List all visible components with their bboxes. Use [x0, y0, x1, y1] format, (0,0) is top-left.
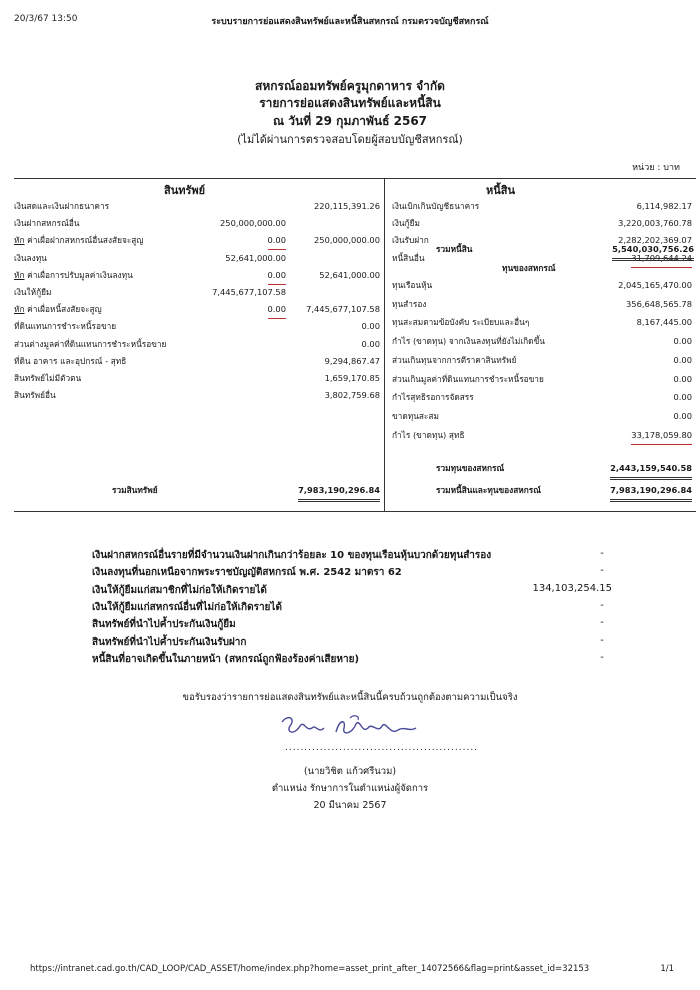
equity-row — [392, 371, 692, 388]
total-assets-row — [14, 482, 380, 499]
asset-label — [14, 198, 109, 215]
note-label: เงินฝากสหกรณ์อื่นรายที่มีจำนวนเงินฝากเกินกว่าร้อยละ 10 ของทุนเรือนหุ้นบวกด้วยทุนสำรอง — [92, 550, 492, 561]
asset-subamount: 250,000,000.00 — [220, 218, 286, 229]
liability-amount: 2,282,202,369.07 — [618, 235, 692, 246]
liability-label: หนี้สินอื่น — [392, 252, 425, 263]
asset-amount: 7,445,677,107.58 — [306, 304, 380, 315]
asset-row — [14, 250, 380, 267]
asset-label — [14, 301, 102, 318]
liability-amount: 3,220,003,760.78 — [618, 218, 692, 229]
asset-label-text: เงินให้กู้ยืม — [14, 287, 52, 297]
note-label: สินทรัพย์ที่นำไปค้ำประกันเงินรับฝาก — [92, 636, 247, 648]
asset-row — [14, 318, 380, 335]
handwritten-signature — [270, 712, 430, 746]
grand-total-value: 7,983,190,296.84 — [610, 482, 692, 502]
equity-row — [392, 296, 692, 313]
total-assets-value: 7,983,190,296.84 — [298, 482, 380, 502]
equity-row — [392, 427, 692, 444]
asset-label-text: ที่ดิน อาคาร และอุปกรณ์ - สุทธิ — [14, 355, 127, 366]
asset-label-text: ส่วนต่างมูลค่าที่ดินแทนการชำระหนี้รอขาย — [14, 338, 167, 349]
asset-subamount: 7,445,677,107.58 — [212, 287, 286, 297]
equity-label: ส่วนเกินทุนจากการตีราคาสินทรัพย์ — [392, 354, 517, 365]
asset-amount: 0.00 — [361, 321, 380, 332]
certification-statement: ขอรับรองว่ารายการย่อแสดงสินทรัพย์และหนี้สินนี้ครบถ้วนถูกต้องตามความเป็นจริง — [182, 692, 518, 703]
report-date: ณ วันที่ 29 กุมภาพันธ์ 2567 — [272, 114, 428, 128]
grand-total-row — [392, 482, 692, 499]
asset-amount: 250,000,000.00 — [314, 235, 380, 246]
equity-label: กำไรสุทธิรอการจัดสรร — [392, 392, 474, 403]
liability-label: เงินกู้ยืม — [392, 218, 420, 229]
asset-amount: 9,294,867.47 — [324, 355, 380, 366]
signer-position: ตำแหน่ง รักษาการในตำแหน่งผู้จัดการ — [271, 783, 429, 794]
equity-amount: 356,648,565.78 — [626, 298, 692, 309]
signer-name: (นายวิชิต แก้วศรีนวม) — [303, 766, 397, 777]
equity-amount: 0.00 — [673, 354, 692, 365]
asset-label — [14, 284, 51, 301]
asset-label-text: เงินลงทุน — [14, 252, 47, 263]
equity-row — [392, 333, 692, 350]
asset-label-text: ค่าเผื่อการปรับมูลค่าเงินลงทุน — [24, 269, 133, 280]
asset-row — [14, 370, 380, 387]
equity-label: ทุนเรือนหุ้น — [392, 280, 433, 290]
balance-sheet — [14, 178, 696, 512]
certification-date: 20 มีนาคม 2567 — [313, 800, 387, 811]
audit-note: (ไม่ได้ผ่านการตรวจสอบโดยผู้สอบบัญชีสหกรณ์) — [237, 133, 463, 146]
equity-row — [392, 408, 692, 425]
unit-label: หน่วย : บาท — [632, 163, 680, 173]
equity-row — [392, 277, 692, 294]
asset-label — [14, 353, 126, 370]
note-value: - — [600, 548, 604, 559]
footer-page-number: 1/1 — [660, 964, 674, 974]
asset-label-text: ค่าเผื่อฝากสหกรณ์อื่นสงสัยจะสูญ — [24, 235, 144, 246]
total-equity-row — [392, 460, 692, 477]
total-assets-label: รวมสินทรัพย์ — [112, 485, 158, 495]
note-label: สินทรัพย์ที่นำไปค้ำประกันเงินกู้ยืม — [92, 619, 236, 631]
asset-row — [14, 301, 380, 318]
asset-label — [14, 336, 166, 353]
equity-heading: ทุนของสหกรณ์ — [502, 263, 556, 273]
asset-row — [14, 198, 380, 215]
equity-label: ขาดทุนสะสม — [392, 410, 439, 421]
equity-label: กำไร (ขาดทุน) สุทธิ — [392, 429, 465, 440]
asset-subamount: 0.00 — [268, 232, 286, 250]
asset-row — [14, 215, 380, 232]
note-value: - — [600, 617, 604, 629]
note-row — [92, 548, 612, 565]
asset-row — [14, 353, 380, 370]
asset-label — [14, 267, 133, 284]
note-row — [92, 583, 612, 600]
deduct-prefix: หัก — [14, 269, 25, 280]
asset-row — [14, 284, 380, 301]
asset-label-text: เงินสดและเงินฝากธนาคาร — [14, 201, 110, 211]
asset-row — [14, 336, 380, 353]
print-datetime: 20/3/67 13:50 — [14, 14, 78, 24]
asset-label — [14, 232, 143, 249]
liability-row — [392, 215, 692, 232]
system-title: ระบบรายการย่อแสดงสินทรัพย์และหนี้สินสหกรณ์ กรมตรวจบัญชีสหกรณ์ — [211, 17, 489, 27]
report-title: รายการย่อแสดงสินทรัพย์และหนี้สิน — [259, 96, 441, 110]
equity-row — [392, 314, 692, 331]
total-liabilities-value: 5,540,030,756.26 — [612, 241, 694, 261]
equity-label: ส่วนเกินมูลค่าที่ดินแทนการชำระหนี้รอขาย — [392, 373, 544, 384]
liability-amount: 31,709,644.24 — [631, 250, 692, 268]
note-value: - — [600, 565, 604, 577]
total-equity-value: 2,443,159,540.58 — [610, 460, 692, 480]
deduct-prefix: หัก — [14, 235, 25, 246]
total-liabilities-row — [392, 241, 592, 258]
equity-amount: 2,045,165,470.00 — [618, 280, 692, 290]
equity-amount: 0.00 — [673, 336, 692, 347]
asset-label — [14, 318, 116, 335]
asset-subamount: 52,641,000.00 — [225, 252, 286, 263]
asset-amount: 1,659,170.85 — [324, 373, 380, 383]
equity-row — [392, 389, 692, 406]
note-value: - — [600, 651, 604, 663]
liabilities-heading: หนี้สิน — [486, 184, 516, 197]
equity-amount: 33,178,059.80 — [631, 427, 692, 445]
liability-amount: 6,114,982.17 — [636, 201, 692, 211]
equity-amount: 8,167,445.00 — [636, 317, 692, 328]
liability-label: เงินเบิกเกินบัญชีธนาคาร — [392, 201, 480, 211]
column-divider — [384, 179, 385, 511]
asset-label-text: เงินฝากสหกรณ์อื่น — [14, 218, 80, 229]
asset-amount: 52,641,000.00 — [319, 269, 380, 280]
asset-label — [14, 387, 56, 404]
equity-amount: 0.00 — [673, 410, 692, 421]
note-row — [92, 565, 612, 582]
note-label: เงินให้กู้ยืมแก่สมาชิกที่ไม่ก่อให้เกิดรายได้ — [92, 584, 267, 596]
note-row — [92, 600, 612, 617]
equity-row — [392, 352, 692, 369]
note-row — [92, 635, 612, 652]
asset-amount: 0.00 — [361, 338, 380, 349]
deduct-prefix: หัก — [14, 304, 25, 315]
note-label: เงินลงทุนที่นอกเหนือจากพระราชบัญญัติสหกรณ์ พ.ศ. 2542 มาตรา 62 — [92, 567, 402, 579]
equity-label: ทุนสะสมตามข้อบังคับ ระเบียบและอื่นๆ — [392, 317, 530, 328]
asset-row — [14, 387, 380, 404]
note-value: - — [600, 599, 604, 611]
coop-name: สหกรณ์ออมทรัพย์ครูมุกดาหาร จำกัด — [255, 79, 445, 93]
total-equity-label: รวมทุนของสหกรณ์ — [436, 463, 505, 473]
assets-heading: สินทรัพย์ — [164, 184, 206, 197]
total-liabilities-label: รวมหนี้สิน — [436, 244, 473, 254]
asset-subamount: 0.00 — [268, 301, 286, 319]
note-row — [92, 652, 612, 669]
asset-label-text: ที่ดินแทนการชำระหนี้รอขาย — [14, 321, 117, 332]
asset-row — [14, 267, 380, 284]
note-value: 134,103,254.15 — [532, 582, 612, 594]
asset-label-text: ค่าเผื่อหนี้สงสัยจะสูญ — [24, 304, 102, 315]
note-value: - — [600, 634, 604, 646]
liability-row — [392, 198, 692, 215]
note-row — [92, 617, 612, 634]
asset-label — [14, 215, 79, 232]
asset-label-text: สินทรัพย์อื่น — [14, 390, 56, 401]
note-label: เงินให้กู้ยืมแก่สหกรณ์อื่นที่ไม่ก่อให้เกิดรายได้ — [92, 601, 282, 613]
equity-amount: 0.00 — [673, 392, 692, 403]
asset-label — [14, 250, 47, 267]
asset-subamount: 0.00 — [268, 267, 286, 285]
asset-label — [14, 370, 81, 387]
total-liabilities-value-cell — [574, 241, 694, 258]
equity-label: ทุนสำรอง — [392, 298, 427, 309]
footer-url: https://intranet.cad.go.th/CAD_LOOP/CAD_ASSET/home/index.php?home=asset_print_after_14072566&flag=print&asset_id=32153 — [30, 964, 590, 974]
equity-amount: 0.00 — [673, 373, 692, 384]
note-label: หนี้สินที่อาจเกิดขึ้นในภายหน้า (สหกรณ์ถูกฟ้องร้องค่าเสียหาย) — [92, 653, 360, 665]
asset-amount: 220,115,391.26 — [314, 201, 380, 211]
asset-amount: 3,802,759.68 — [324, 390, 380, 401]
signature-line: .................................................. — [285, 743, 479, 753]
liability-label: เงินรับฝาก — [392, 235, 429, 246]
asset-label-text: สินทรัพย์ไม่มีตัวตน — [14, 373, 82, 383]
equity-label: กำไร (ขาดทุน) จากเงินลงทุนที่ยังไม่เกิดขึ้น — [392, 336, 545, 347]
equity-heading-row — [392, 260, 692, 277]
asset-row — [14, 232, 380, 249]
grand-total-label: รวมหนี้สินและทุนของสหกรณ์ — [436, 485, 541, 495]
